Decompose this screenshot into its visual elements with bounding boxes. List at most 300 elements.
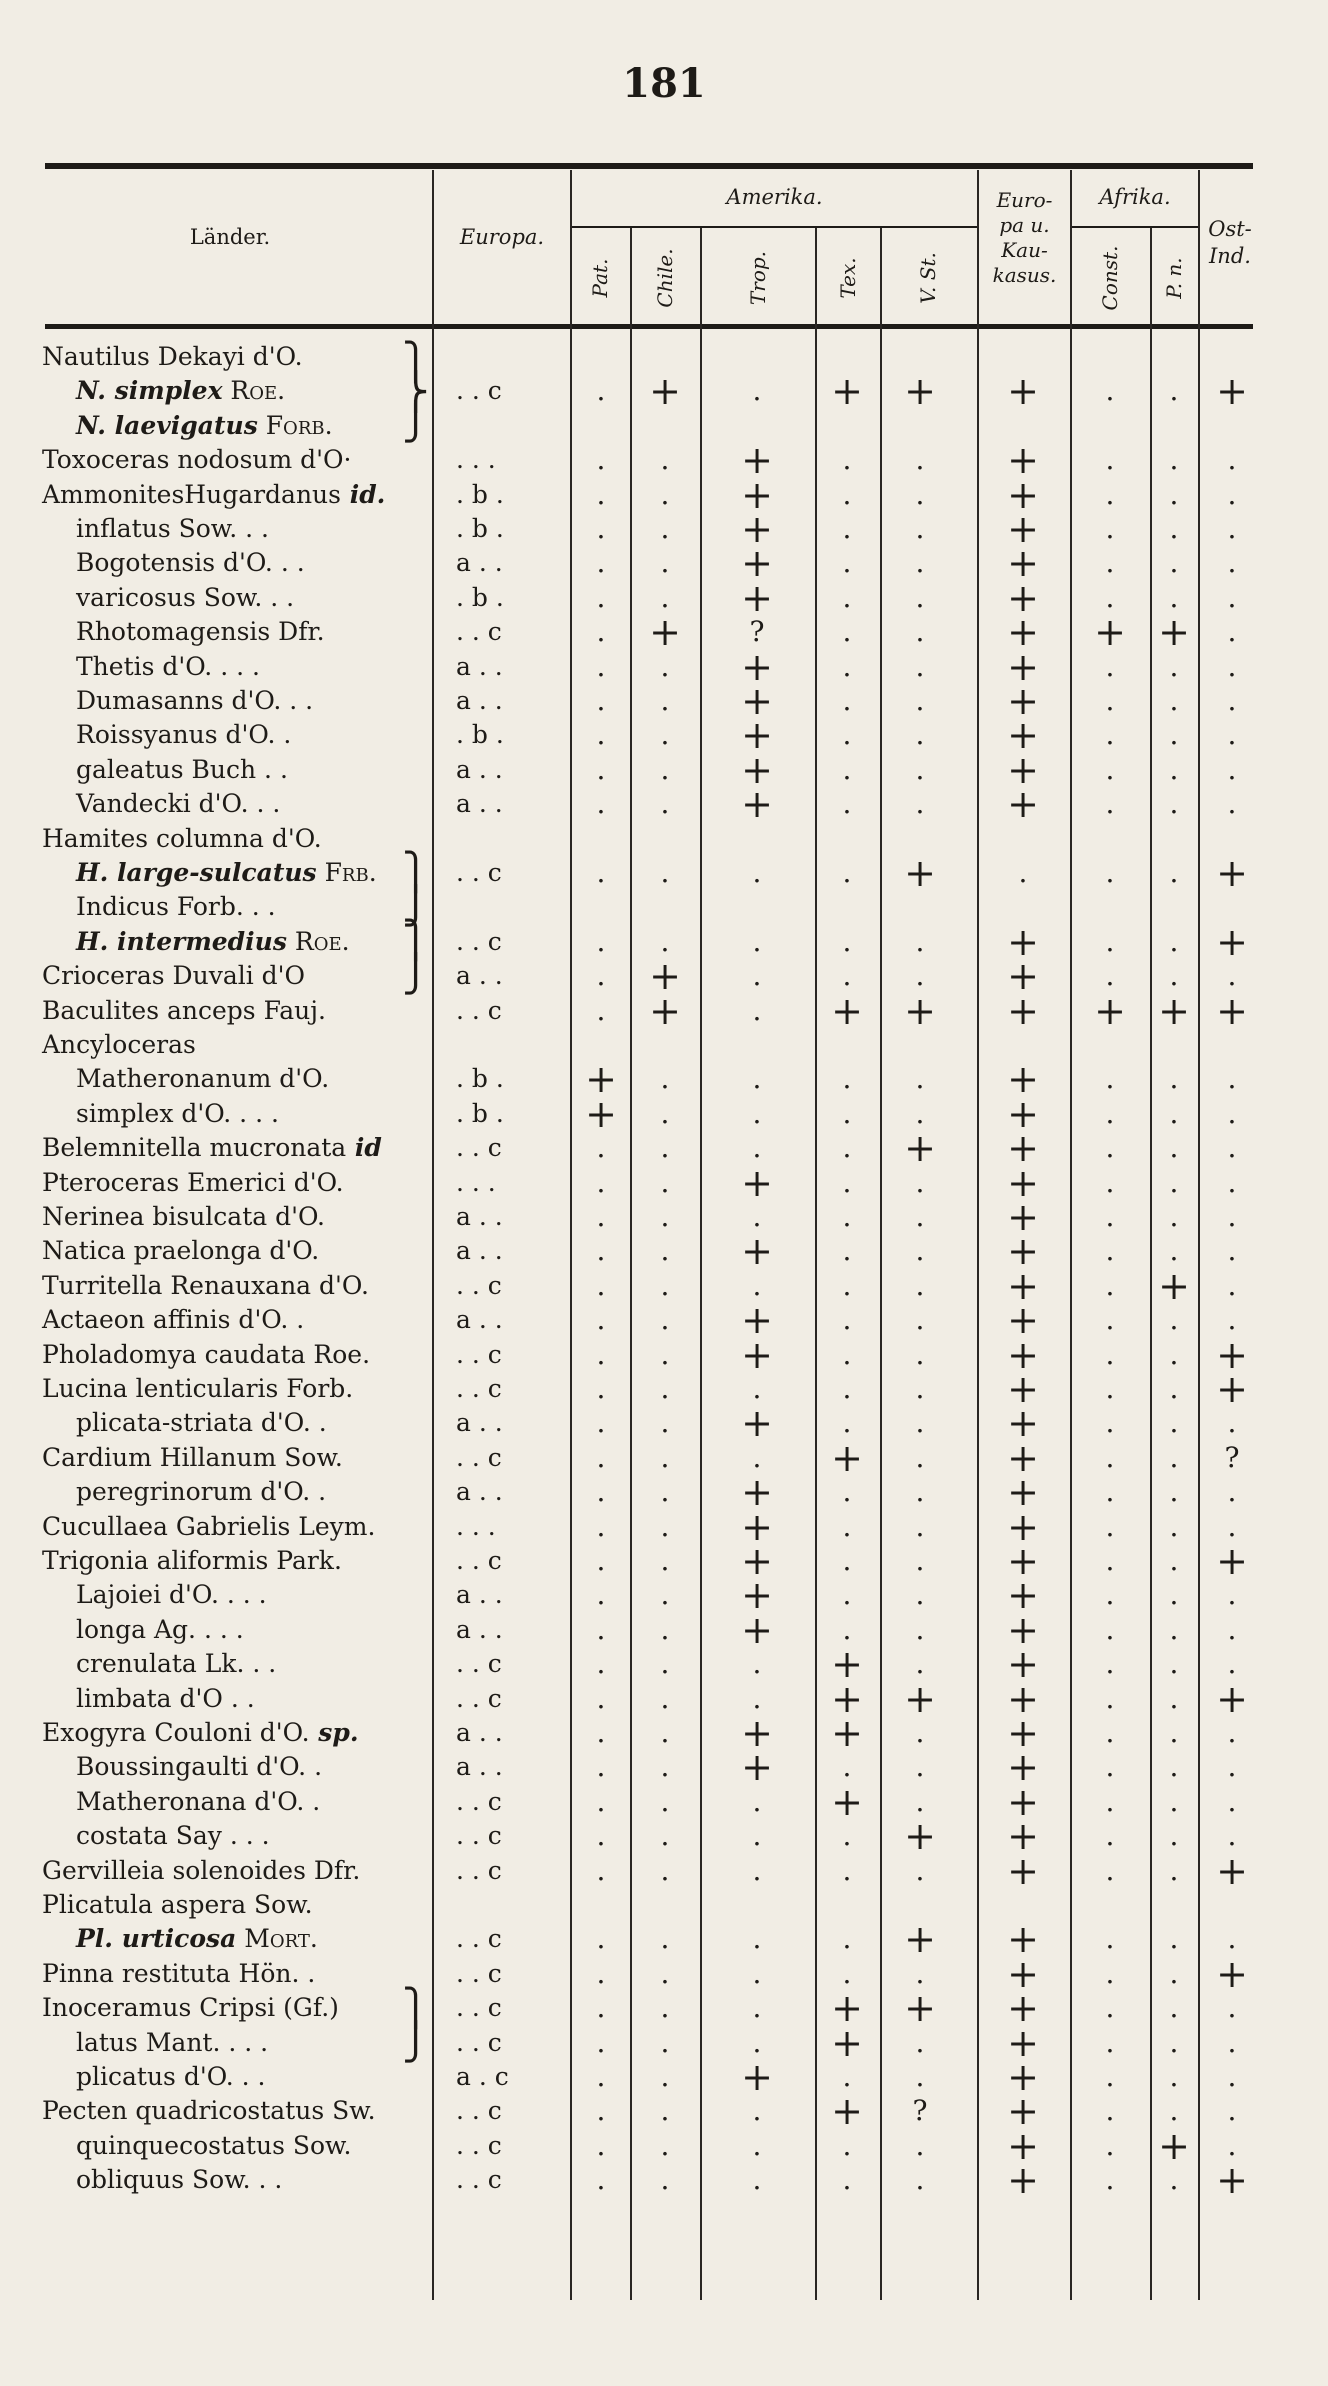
cell-chile: . <box>660 1372 670 1405</box>
cell-ost: . <box>1227 1784 1237 1818</box>
species-label: obliquus Sow. . . <box>76 2165 283 2195</box>
cell-ost: . <box>1227 2128 1237 2162</box>
cell-pat: + <box>585 1057 617 1102</box>
cell-pn: . <box>1169 1303 1179 1337</box>
col-line <box>1070 170 1072 2300</box>
cell-pn: . <box>1169 1956 1179 1990</box>
cell-kauk: + <box>1007 1642 1039 1687</box>
cell-pat: . <box>596 1784 606 1818</box>
cell-pn: . <box>1169 1165 1179 1199</box>
cell-vst: . <box>915 1956 925 1990</box>
cell-const: . <box>1105 1509 1115 1543</box>
species-label: limbata d'O . . <box>76 1683 255 1713</box>
brace: ⎫ <box>402 1988 429 2029</box>
cell-tex: + <box>831 1435 863 1480</box>
cell-trop: . <box>752 1096 762 1130</box>
cell-pn: + <box>1158 988 1190 1033</box>
species-name <box>42 1544 342 1578</box>
cell-tex: . <box>842 1062 852 1096</box>
cell-pat: . <box>596 2094 606 2128</box>
species-label: Bogotensis d'O. . . <box>76 548 305 578</box>
cell-ost: + <box>1216 851 1248 895</box>
header-line: Kau- <box>1001 238 1048 262</box>
cell-tex: . <box>842 684 852 717</box>
cell-europa: a . . <box>456 651 503 681</box>
cell-pat: . <box>596 1440 606 1474</box>
cell-ost: . <box>1227 1131 1237 1165</box>
cell-trop: + <box>741 1504 773 1549</box>
cell-chile: . <box>660 477 670 511</box>
cell-const: . <box>1105 374 1115 408</box>
cell-kauk: + <box>1007 1332 1039 1377</box>
cell-ost: . <box>1227 1062 1237 1096</box>
species-label: Gervilleia solenoides Dfr. <box>42 1855 361 1885</box>
cell-kauk: + <box>1007 1229 1039 1274</box>
cell-kauk: + <box>1007 2089 1039 2134</box>
cell-chile: . <box>660 1612 670 1646</box>
cell-europa: . . c <box>456 1683 502 1713</box>
cell-const: . <box>1105 443 1115 477</box>
species-label: Matheronanum d'O. <box>76 1064 330 1094</box>
col-line <box>432 170 434 2300</box>
species-label: Nautilus Dekayi d'O. <box>42 342 303 371</box>
cell-tex: . <box>842 512 852 545</box>
cell-europa: . . c <box>456 2130 502 2160</box>
cell-trop: . <box>752 2094 762 2128</box>
cell-kauk: + <box>1007 1126 1039 1171</box>
cell-const: . <box>1105 1819 1115 1853</box>
species-name <box>42 959 305 993</box>
cell-ost: + <box>1216 369 1248 414</box>
cell-const: . <box>1105 1647 1115 1681</box>
header-pat: Pat. <box>588 258 612 298</box>
species-name <box>76 1922 318 1956</box>
cell-tex: . <box>842 718 852 752</box>
cell-const: . <box>1105 477 1115 511</box>
cell-kauk: + <box>1007 1745 1039 1790</box>
cell-pat: . <box>596 580 606 614</box>
species-label: longa Ag. . . . <box>76 1614 244 1644</box>
cell-chile: . <box>660 512 670 545</box>
cell-chile: . <box>660 1991 670 2025</box>
cell-kauk: + <box>1007 2020 1039 2065</box>
cell-pn: . <box>1169 959 1179 993</box>
species-name <box>42 1338 370 1372</box>
cell-vst: + <box>904 1676 936 1721</box>
cell-kauk: + <box>1007 1160 1039 1205</box>
species-name <box>42 443 351 477</box>
cell-ost: . <box>1227 1612 1237 1646</box>
cell-pat: . <box>596 1991 606 2025</box>
cell-tex: + <box>831 1676 863 1721</box>
cell-const: . <box>1105 2094 1115 2128</box>
cell-ost: . <box>1227 684 1237 717</box>
species-name <box>76 787 280 821</box>
cell-trop: . <box>752 1131 762 1165</box>
cell-kauk: + <box>1007 1814 1039 1859</box>
cell-pat: . <box>596 787 606 821</box>
cell-trop: + <box>741 1745 773 1790</box>
cell-trop: + <box>741 1573 773 1618</box>
species-name <box>76 2060 265 2094</box>
cell-ost: . <box>1227 1268 1237 1302</box>
cell-trop: . <box>752 1681 762 1715</box>
cell-trop: + <box>741 1711 773 1755</box>
cell-tex: . <box>842 1509 852 1543</box>
header-europa: Europa. <box>459 225 545 249</box>
cell-pat: . <box>596 1819 606 1853</box>
cell-vst: + <box>904 1814 936 1859</box>
cell-chile: . <box>660 1956 670 1990</box>
species-label: Trigonia aliformis Park. <box>42 1546 342 1575</box>
cell-chile: . <box>660 2025 670 2059</box>
cell-pat: . <box>596 1372 606 1405</box>
header-line: Euro- <box>996 188 1053 212</box>
cell-vst: + <box>904 1986 936 2031</box>
cell-trop: + <box>741 679 773 723</box>
cell-vst: . <box>915 1303 925 1337</box>
cell-vst: . <box>915 2025 925 2059</box>
cell-europa: . . . <box>456 445 496 475</box>
species-label: varicosus Sow. . . <box>76 582 295 612</box>
cell-kauk: + <box>1007 507 1039 551</box>
cell-vst: . <box>915 2060 925 2093</box>
species-label: latus Mant. . . . <box>76 2027 269 2057</box>
cell-kauk: + <box>1007 1263 1039 1308</box>
cell-europa: . . c <box>456 1958 502 1988</box>
cell-trop: . <box>752 1853 762 1887</box>
cell-chile: . <box>660 787 670 821</box>
species-author: sp. <box>309 1718 359 1747</box>
cell-vst: ? <box>912 2094 928 2128</box>
species-label: Toxoceras nodosum d'O· <box>42 445 352 475</box>
cell-trop: + <box>741 1332 773 1377</box>
species-label: Lucina lenticularis Forb. <box>42 1374 354 1403</box>
cell-chile: . <box>660 718 670 752</box>
cell-pat: . <box>596 1716 606 1749</box>
cell-chile: . <box>660 546 670 580</box>
cell-pat: . <box>596 443 606 477</box>
cell-europa: a . . <box>456 961 503 991</box>
cell-pat: . <box>596 1200 606 1233</box>
cell-trop: . <box>752 1372 762 1405</box>
cell-vst: . <box>915 787 925 821</box>
cell-kauk: + <box>1007 1504 1039 1549</box>
cell-trop: + <box>741 1298 773 1343</box>
cell-trop: . <box>752 1991 762 2025</box>
cell-chile: . <box>660 1647 670 1681</box>
cell-trop: + <box>741 1160 773 1205</box>
species-label: quinquecostatus Sow. <box>76 2130 352 2160</box>
cell-chile: . <box>660 1750 670 1784</box>
cell-chile: . <box>660 1234 670 1268</box>
species-name <box>42 1957 315 1991</box>
species-label: Boussingaulti d'O. . <box>76 1752 323 1782</box>
cell-europa: . . c <box>456 1133 502 1163</box>
cell-pn: . <box>1169 1509 1179 1543</box>
cell-trop: . <box>752 924 762 958</box>
header-chile: Chile. <box>653 248 677 308</box>
cell-vst: + <box>904 988 936 1033</box>
cell-trop: . <box>752 993 762 1027</box>
cell-europa: . . c <box>456 2027 502 2057</box>
species-label: Dumasanns d'O. . . <box>76 686 314 715</box>
cell-europa: a . . <box>456 1236 503 1266</box>
cell-const: . <box>1105 1165 1115 1199</box>
cell-trop: . <box>752 1819 762 1853</box>
species-name <box>76 890 276 924</box>
cell-ost: + <box>1216 1676 1248 1721</box>
species-author: id. <box>341 479 386 509</box>
cell-vst: . <box>915 718 925 752</box>
cell-chile: . <box>660 1819 670 1853</box>
species-label: Crioceras Duvali d'O <box>42 961 306 991</box>
cell-pat: . <box>596 1750 606 1784</box>
cell-pat: . <box>596 2128 606 2162</box>
cell-tex: . <box>842 1131 852 1165</box>
cell-europa: . . c <box>456 1270 502 1300</box>
cell-pn: . <box>1169 1337 1179 1371</box>
cell-tex: . <box>842 1853 852 1887</box>
cell-tex: . <box>842 1819 852 1853</box>
cell-europa: a . . <box>456 1408 503 1438</box>
species-name <box>42 994 326 1028</box>
cell-ost: + <box>1216 988 1248 1033</box>
cell-pn: . <box>1169 1544 1179 1577</box>
species-name <box>42 822 322 856</box>
cell-tex: . <box>842 924 852 958</box>
cell-chile: . <box>660 2128 670 2162</box>
cell-chile: . <box>660 752 670 786</box>
cell-chile: . <box>660 1131 670 1165</box>
cell-ost: . <box>1227 443 1237 477</box>
cell-pat: . <box>596 1578 606 1612</box>
cell-const: . <box>1105 924 1115 958</box>
cell-europa: a . . <box>456 1718 503 1747</box>
cell-pat: . <box>596 1612 606 1646</box>
cell-trop: . <box>752 2025 762 2059</box>
cell-kauk: + <box>1007 713 1039 758</box>
cell-europa: a . . <box>456 1752 503 1782</box>
species-name <box>76 925 350 959</box>
cell-pn: . <box>1169 1853 1179 1887</box>
cell-ost: . <box>1227 787 1237 821</box>
cell-pat: . <box>596 649 606 683</box>
cell-europa: . b . <box>456 1098 504 1128</box>
col-line <box>570 170 572 2300</box>
species-label: Pinna restituta Hön. . <box>42 1958 316 1988</box>
species-name <box>42 2094 376 2128</box>
cell-kauk: + <box>1007 1986 1039 2031</box>
cell-const: + <box>1094 988 1126 1033</box>
cell-vst: . <box>915 959 925 993</box>
cell-trop: + <box>741 1539 773 1583</box>
species-author: Roe. <box>222 376 286 406</box>
cell-const: . <box>1105 2025 1115 2059</box>
cell-tex: . <box>842 2163 852 2197</box>
species-label: peregrinorum d'O. . <box>76 1477 327 1507</box>
cell-vst: . <box>915 512 925 545</box>
cell-europa: a . . <box>456 548 503 578</box>
species-name <box>76 718 291 752</box>
cell-trop: . <box>752 1956 762 1990</box>
brace: ⎭ <box>402 2022 429 2063</box>
cell-pn: . <box>1169 580 1179 614</box>
cell-kauk: + <box>1007 1951 1039 1996</box>
cell-ost: . <box>1227 1716 1237 1749</box>
cell-vst: . <box>915 1234 925 1268</box>
cell-chile: . <box>660 1716 670 1749</box>
cell-europa: a . . <box>456 754 503 784</box>
cell-europa: . . c <box>456 1993 502 2023</box>
cell-kauk: + <box>1007 2055 1039 2099</box>
cell-europa: a . c <box>456 2062 509 2091</box>
cell-tex: . <box>842 546 852 580</box>
cell-tex: . <box>842 1544 852 1577</box>
cell-trop: + <box>741 1401 773 1446</box>
cell-const: . <box>1105 1200 1115 1233</box>
cell-chile: . <box>660 1922 670 1956</box>
species-label: Exogyra Couloni d'O. <box>42 1718 310 1747</box>
cell-chile: . <box>660 2094 670 2128</box>
cell-const: . <box>1105 1475 1115 1509</box>
cell-trop: . <box>752 1784 762 1818</box>
cell-kauk: + <box>1007 1573 1039 1618</box>
header-tex: Tex. <box>836 257 860 299</box>
species-name <box>76 2129 351 2163</box>
species-name <box>42 1234 319 1268</box>
cell-vst: . <box>915 1440 925 1474</box>
afrika-subrule <box>1070 226 1198 228</box>
cell-vst: . <box>915 684 925 717</box>
col-line <box>630 228 632 2300</box>
cell-trop: . <box>752 1922 762 1956</box>
cell-ost: . <box>1227 1200 1237 1233</box>
cell-pat: . <box>596 2025 606 2059</box>
species-label: N. simplex <box>76 376 223 406</box>
species-label: plicatus d'O. . . <box>76 2062 266 2091</box>
cell-pat: . <box>596 2060 606 2093</box>
cell-kauk: + <box>1007 782 1039 827</box>
cell-vst: . <box>915 1062 925 1096</box>
species-name <box>76 1062 329 1096</box>
species-label: Thetis d'O. . . . <box>76 651 260 681</box>
cell-pn: . <box>1169 1681 1179 1715</box>
cell-tex: + <box>831 2089 863 2134</box>
cell-ost: + <box>1216 1332 1248 1377</box>
cell-kauk: + <box>1007 1057 1039 1102</box>
cell-tex: . <box>842 1096 852 1130</box>
cell-vst: . <box>915 1647 925 1681</box>
cell-europa: . b . <box>456 514 504 543</box>
cell-const: . <box>1105 787 1115 821</box>
cell-trop: ? <box>749 615 765 649</box>
cell-const: . <box>1105 2128 1115 2162</box>
cell-trop: . <box>752 2128 762 2162</box>
cell-const: . <box>1105 1853 1115 1887</box>
species-label: AmmonitesHugardanus <box>42 479 341 509</box>
species-author: Mort. <box>236 1924 318 1954</box>
cell-ost: . <box>1227 512 1237 545</box>
cell-europa: a . . <box>456 1614 503 1644</box>
cell-pn: . <box>1169 649 1179 683</box>
brace: ⎬ <box>402 372 429 413</box>
cell-chile: . <box>660 1440 670 1474</box>
species-label: Indicus Forb. . . <box>76 892 276 922</box>
cell-ost: . <box>1227 1165 1237 1199</box>
cell-tex: + <box>831 2020 863 2065</box>
species-name <box>42 1510 375 1544</box>
cell-trop: . <box>752 1200 762 1233</box>
cell-kauk: + <box>1007 2123 1039 2168</box>
cell-kauk: + <box>1007 1607 1039 1652</box>
cell-vst: . <box>915 477 925 511</box>
cell-kauk: + <box>1007 1367 1039 1411</box>
cell-pn: . <box>1169 856 1179 889</box>
cell-trop: . <box>752 1268 762 1302</box>
cell-pn: . <box>1169 1062 1179 1096</box>
cell-pn: . <box>1169 512 1179 545</box>
cell-pat: . <box>596 477 606 511</box>
cell-pn: . <box>1169 443 1179 477</box>
cell-pat: . <box>596 959 606 993</box>
cell-tex: . <box>842 1922 852 1956</box>
cell-tex: . <box>842 1406 852 1440</box>
header-afrika: Afrika. <box>1099 185 1171 209</box>
cell-chile: . <box>660 2060 670 2093</box>
cell-const: . <box>1105 959 1115 993</box>
cell-trop: + <box>741 472 773 517</box>
cell-pn: . <box>1169 1716 1179 1749</box>
cell-pn: . <box>1169 2094 1179 2128</box>
cell-const: . <box>1105 2060 1115 2093</box>
cell-pn: . <box>1169 787 1179 821</box>
cell-ost: . <box>1227 718 1237 752</box>
species-name <box>76 1475 326 1509</box>
cell-ost: . <box>1227 1303 1237 1337</box>
cell-const: . <box>1105 546 1115 580</box>
cell-tex: . <box>842 1234 852 1268</box>
cell-vst: . <box>915 1784 925 1818</box>
cell-tex: . <box>842 1303 852 1337</box>
cell-trop: + <box>741 1229 773 1274</box>
species-label: Ancyloceras <box>42 1030 196 1059</box>
cell-pat: . <box>596 1647 606 1681</box>
col-line <box>1150 228 1152 2300</box>
header-const: Const. <box>1098 245 1122 311</box>
species-author: id <box>346 1133 382 1163</box>
cell-kauk: + <box>1007 954 1039 999</box>
cell-kauk: + <box>1007 1435 1039 1480</box>
header-laender: Länder. <box>189 225 271 249</box>
header-line: Ost- <box>1208 217 1252 241</box>
cell-pn: . <box>1169 546 1179 580</box>
cell-const: . <box>1105 1681 1115 1715</box>
cell-pn: . <box>1169 1096 1179 1130</box>
cell-vst: . <box>915 546 925 580</box>
cell-kauk: + <box>1007 610 1039 655</box>
cell-europa: . . . <box>456 1511 496 1541</box>
species-label: Baculites anceps Fauj. <box>42 995 326 1025</box>
cell-europa: . . c <box>456 1442 502 1472</box>
cell-pn: . <box>1169 1819 1179 1853</box>
cell-ost: . <box>1227 1647 1237 1681</box>
brace: ⎫ <box>402 920 429 961</box>
cell-trop: + <box>741 644 773 689</box>
cell-pat: . <box>596 856 606 889</box>
cell-tex: . <box>842 580 852 614</box>
species-name <box>42 1269 369 1303</box>
